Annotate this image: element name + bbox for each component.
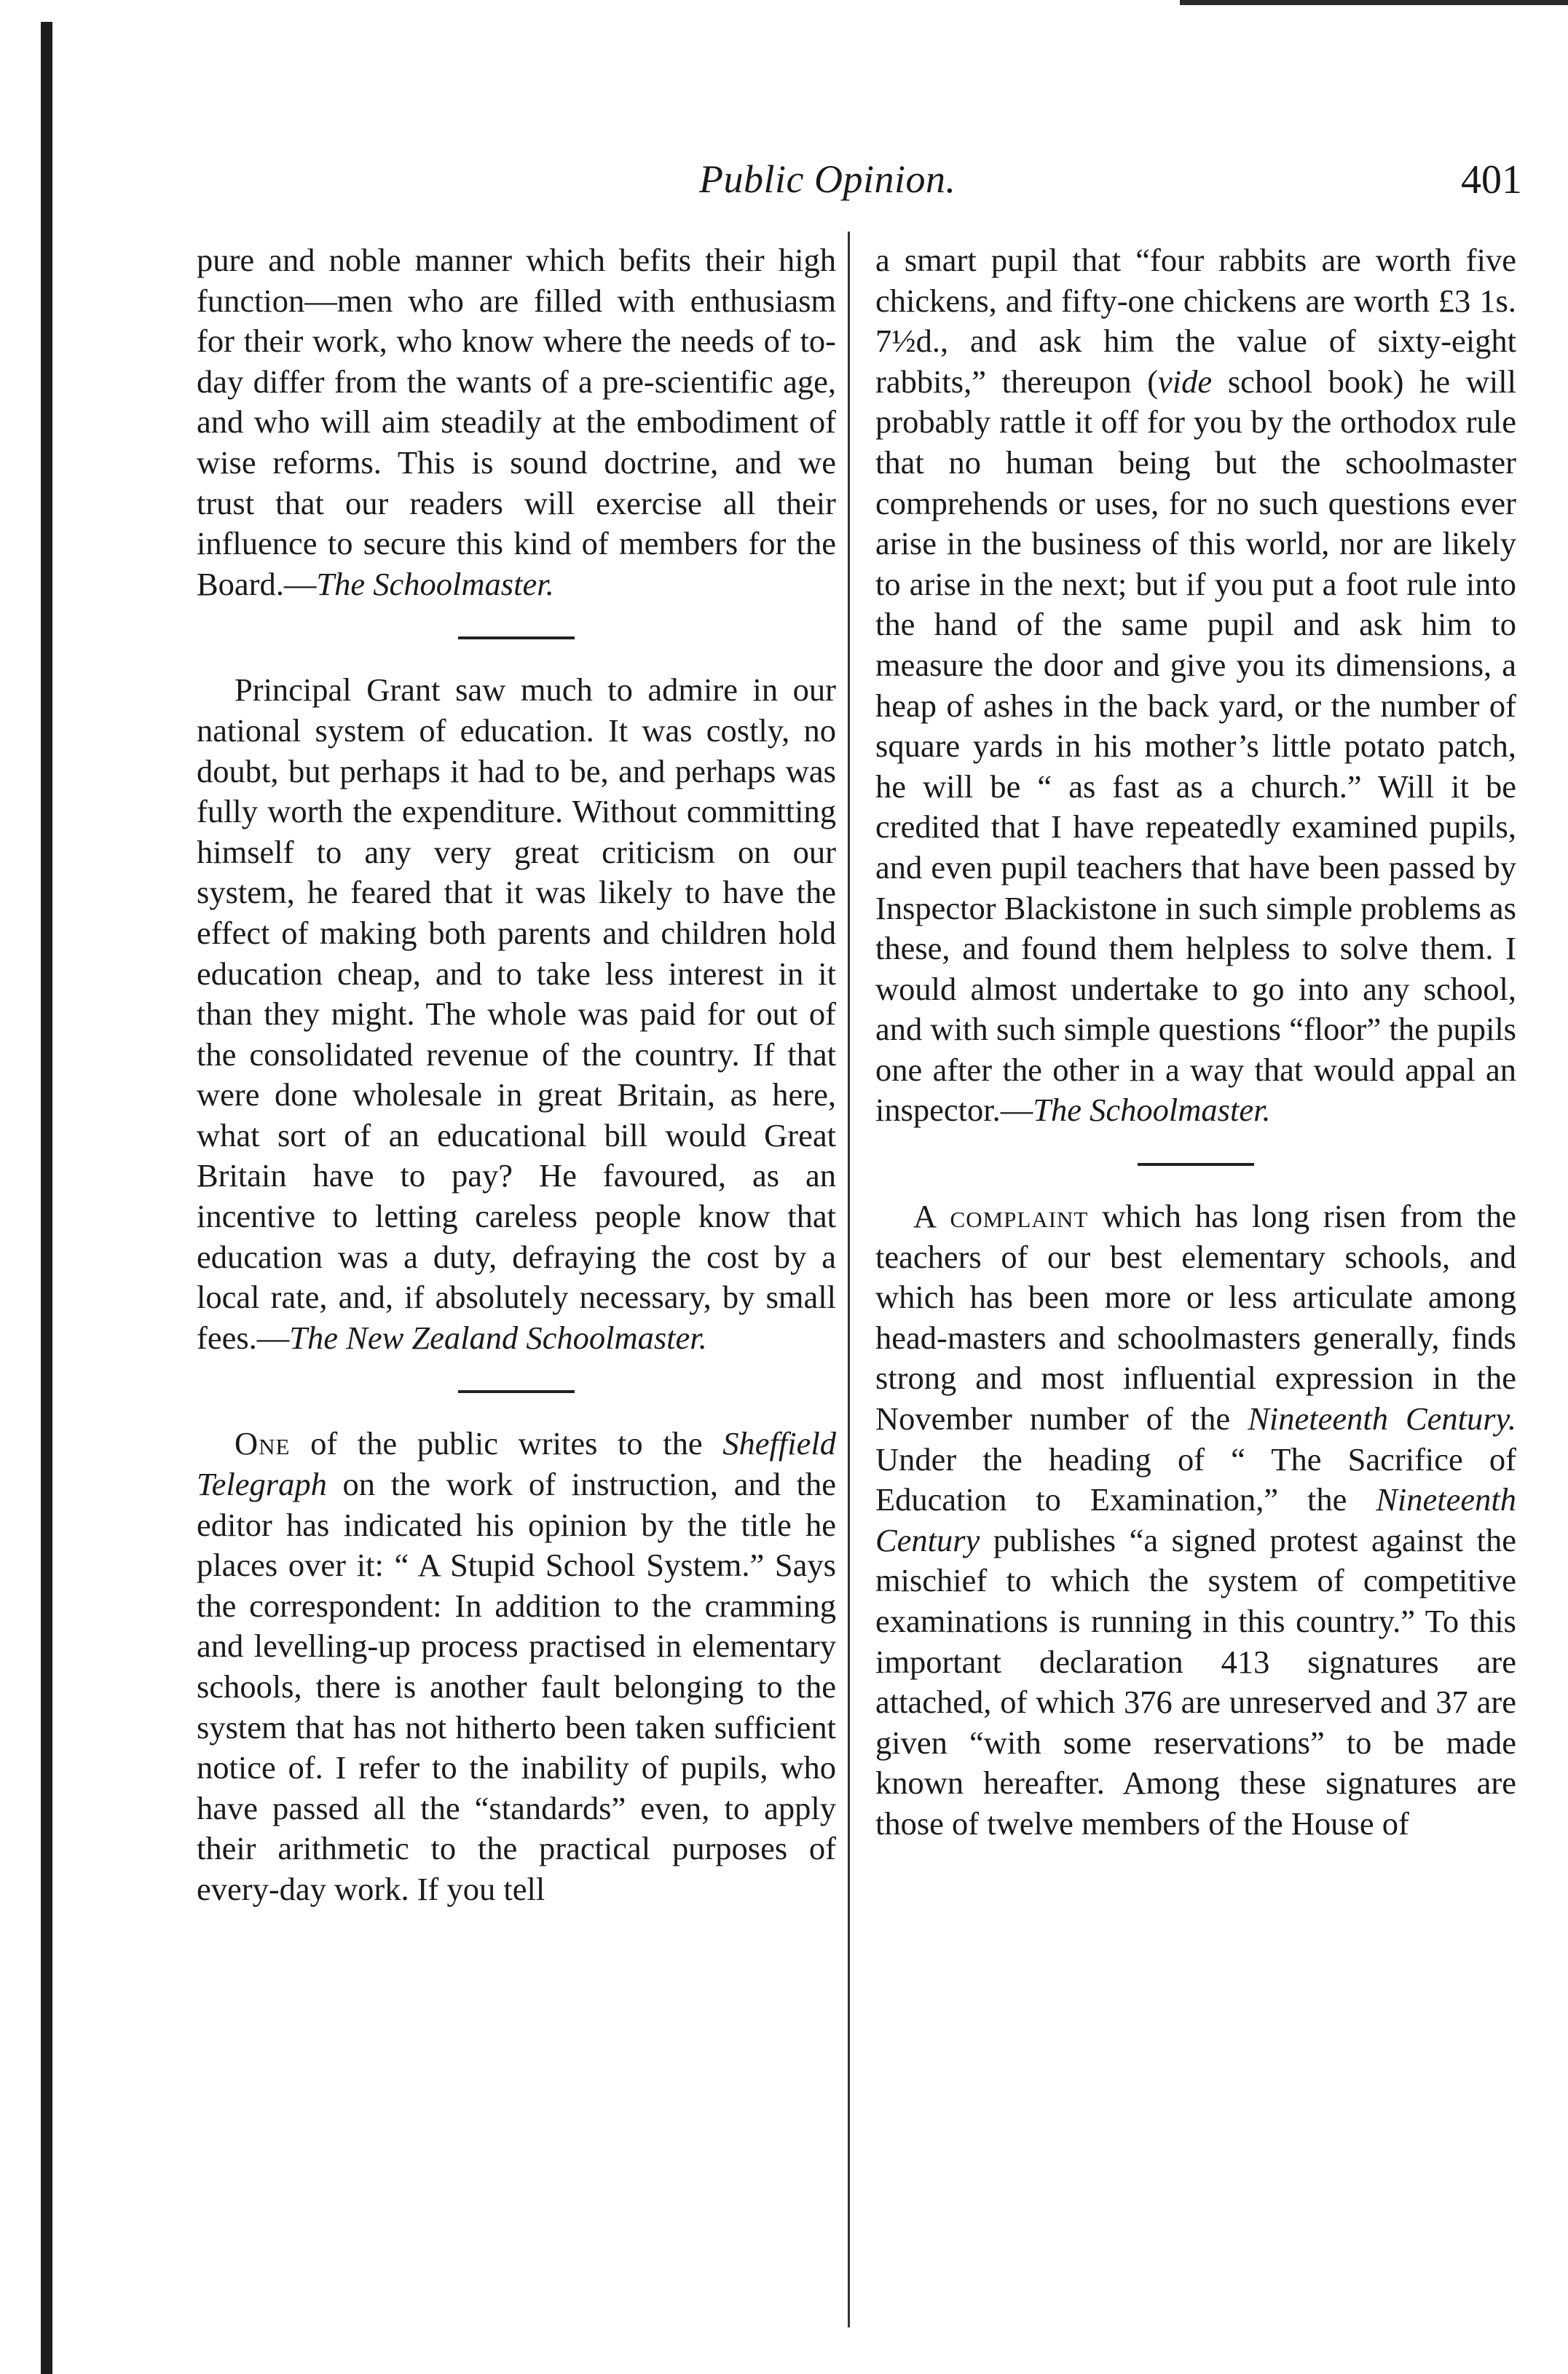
latin-term: vide — [1158, 363, 1213, 400]
paragraph-principal-grant — [197, 670, 836, 1358]
column-divider — [848, 232, 850, 2327]
section-rule — [458, 636, 575, 639]
paragraph-text: Principal Grant saw much to admire in our national system of education. It was costly, no doubt, but perhaps it had to be, and perhaps was fully worth the expenditure. Without committing himself to any very great criticism on our system, he feared that it was likely to have the effect of making both parents and children hold education cheap, and to take less interest in it than they might. The whole was paid for out of the consolidated revenue of the country. If that were done wholesale in great Britain, as here, what sort of an educational bill would Great Britain have to pay? He favoured, as an incentive to letting careless people know that education was a duty, defraying the cost by a local rate, and, if absolutely necessary, by small fees.— — [197, 671, 836, 1356]
right-column — [875, 240, 1516, 1845]
section-rule — [458, 1390, 575, 1393]
periodical-title: Nineteenth Century — [875, 1481, 1516, 1558]
paragraph-text: on the work of instruction, and the editor has indicated his opinion by the title he places over it: “ A Stupid School System.” Says the correspondent: In addition to the cramming and levelling-up process practised in elementary schools, there is another fault belonging to the system that has not hitherto been taken sufficient notice of. I refer to the inability of pupils, who have passed all the “standards” even, to apply their arithmetic to the practical purposes of every-day work. If you tell — [197, 1466, 836, 1907]
page-header — [699, 157, 1522, 215]
page-edge-top — [1180, 0, 1568, 5]
page-number: 401 — [1461, 157, 1522, 202]
paragraph-stupid-school-system — [197, 1424, 836, 1909]
lead-word: A complaint — [913, 1198, 1089, 1235]
paragraph-text: which has long risen from the teachers of our best elementary schools, and which has been more or less articulate among head-masters and schoolmasters generally, finds strong and most influential expression in the November number of the — [875, 1198, 1516, 1438]
section-rule — [1138, 1163, 1254, 1166]
paragraph-rabbits-problem — [875, 240, 1516, 1131]
paragraph-text: Under the heading of “ The Sacrifice of Education to Examination,” the — [875, 1440, 1516, 1518]
running-title: Public Opinion. — [699, 157, 956, 201]
paragraph-board-reform — [197, 240, 836, 604]
paragraph-text: publishes “a signed protest against the mischief to which the system of competitive examinations is running in this country.” To this important declaration 413 signatures are attached, of which 376 are unreserved and 37 are given “with some reservations” to be made known hereafter. Among these signatures are those of twelve members of the House of — [875, 1521, 1516, 1842]
paragraph-text: pure and noble manner which befits their high function—men who are filled with enthusiasm for their work, who know where the needs of to-day differ from the wants of a pre-scientific age, and who will aim steadily at the embodiment of wise reforms. This is sound doctrine, and we trust that our readers will exercise all their influence to secure this kind of members for the Board.— — [197, 242, 836, 602]
paragraph-text: of the public writes to the — [290, 1425, 723, 1462]
paragraph-text: a smart pupil that “four rabbits are worth five chickens, and fifty-one chickens are worth £3 1s. 7½d., and ask him the value of sixty-eight rabbits,” thereupon ( — [875, 242, 1516, 400]
source-citation: The New Zealand Schoolmaster. — [289, 1319, 707, 1356]
source-citation: The Schoolmaster. — [316, 565, 554, 602]
newspaper-title: Sheffield Telegraph — [197, 1425, 836, 1503]
periodical-title: Nineteenth Century. — [1248, 1400, 1516, 1438]
paragraph-text: school book) he will probably rattle it off for you by the orthodox rule that no human being but the schoolmaster comprehends or uses, for no such questions ever arise in the business of this world, nor are likely to arise in the next; but if you put a foot rule into the hand of the same pupil and ask him to measure the door and give you its dimensions, a heap of ashes in the back yard, or the number of square yards in his mother’s little potato patch, he will be “ as fast as a church.” Will it be credited that I have repeatedly examined pupils, and even pupil teachers that have been passed by Inspector Blackistone in such simple problems as these, and found them helpless to solve them. I would almost undertake to go into any school, and with such simple questions “floor” the pupils one after the other in a way that would appal an inspector.— — [875, 363, 1516, 1129]
lead-word: One — [235, 1425, 291, 1462]
source-citation: The Schoolmaster. — [1033, 1092, 1271, 1129]
page-edge-left — [41, 22, 52, 2374]
left-column — [197, 240, 836, 1910]
paragraph-complaint — [875, 1196, 1516, 1845]
